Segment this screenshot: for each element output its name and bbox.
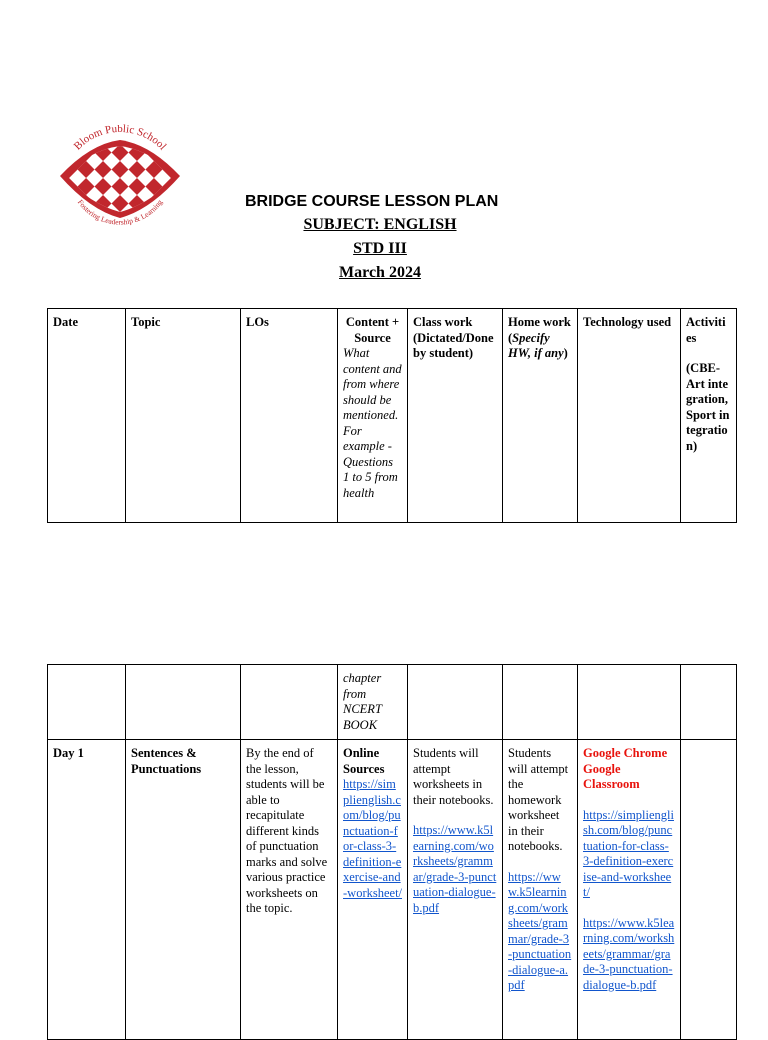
document-title: BRIDGE COURSE LESSON PLAN bbox=[245, 193, 499, 210]
logo-bottom-text: Fostering Leadership & Learning bbox=[75, 197, 165, 227]
header-row bbox=[48, 309, 737, 523]
content-header-note: What content and from where should be mentioned. For example - Questions 1 to 5 from health bbox=[343, 346, 402, 500]
tech-link-simplienglish[interactable]: https://simplienglish.com/blog/punctuation-for-class-3-definition-exercise-and-worksheet/ bbox=[583, 807, 674, 899]
month-line: March 2024 bbox=[339, 264, 421, 281]
online-sources-label: Online Sources bbox=[343, 746, 385, 776]
tech-google-chrome: Google Chrome bbox=[583, 746, 668, 760]
day1-homework-cell: Students will attempt the homework worksheet in their notebooks. https://www.k5learning.com/worksheets/grammar/grade-3-punctuation-dialogue-a.pdf bbox=[503, 740, 578, 1040]
header-cell-technology: Technology used bbox=[578, 309, 681, 523]
header-cell-topic: Topic bbox=[126, 309, 241, 523]
homework-worksheet-link[interactable]: https://www.k5learning.com/worksheets/grammar/grade-3-punctuation-dialogue-a.pdf bbox=[508, 869, 572, 992]
day1-technology-cell bbox=[578, 740, 681, 1040]
tech-link-k5learning[interactable]: https://www.k5learning.com/worksheets/grammar/grade-3-punctuation-dialogue-b.pdf bbox=[583, 915, 675, 992]
day1-date-cell: Day 1 bbox=[48, 740, 126, 1040]
header-cell-date: Date bbox=[48, 309, 126, 523]
activities-header-title: Activities bbox=[686, 315, 726, 345]
content-source-link[interactable]: https://simplienglish.com/blog/punctuation-for-class-3-definition-exercise-and-worksheet/ bbox=[343, 777, 403, 900]
day1-activities-cell bbox=[681, 740, 737, 1040]
continuation-row bbox=[48, 665, 737, 740]
classwork-worksheet-link[interactable]: https://www.k5learning.com/worksheets/grammar/grade-3-punctuation-dialogue-b.pdf bbox=[413, 823, 497, 915]
logo-top-text: Bloom Public School bbox=[71, 123, 169, 153]
content-header-title: Content + Source bbox=[345, 315, 400, 345]
lesson-plan-table-body bbox=[47, 664, 737, 1040]
header-cell-homework: Home work (Specify HW, if any) bbox=[503, 309, 578, 523]
tech-google-classroom: Google Classroom bbox=[583, 761, 640, 791]
activities-header-note: (CBE- Art integration, Sport integration) bbox=[686, 361, 730, 453]
subject-line: SUBJECT: ENGLISH bbox=[303, 216, 457, 233]
header-cell-activities bbox=[681, 309, 737, 523]
day1-content-cell bbox=[338, 740, 408, 1040]
day1-topic-cell: Sentences & Punctuations bbox=[126, 740, 241, 1040]
header-cell-los: LOs bbox=[241, 309, 338, 523]
header-cell-content bbox=[338, 309, 408, 523]
continuation-content-cell: chapter from NCERT BOOK bbox=[338, 665, 408, 740]
school-logo bbox=[50, 120, 190, 240]
day1-los-cell: By the end of the lesson, students will be able to recapitulate different kinds of punctuation marks and solve various practice worksheets on the topic. bbox=[241, 740, 338, 1040]
lesson-plan-table-header bbox=[47, 308, 737, 523]
table-row bbox=[48, 740, 737, 1040]
standard-line: STD III bbox=[353, 240, 407, 257]
header-cell-classwork: Class work (Dictated/Done by student) bbox=[408, 309, 503, 523]
day1-classwork-cell: Students will attempt worksheets in their notebooks. https://www.k5learning.com/worksheets/grammar/grade-3-punctuation-dialogue-b.pdf bbox=[408, 740, 503, 1040]
